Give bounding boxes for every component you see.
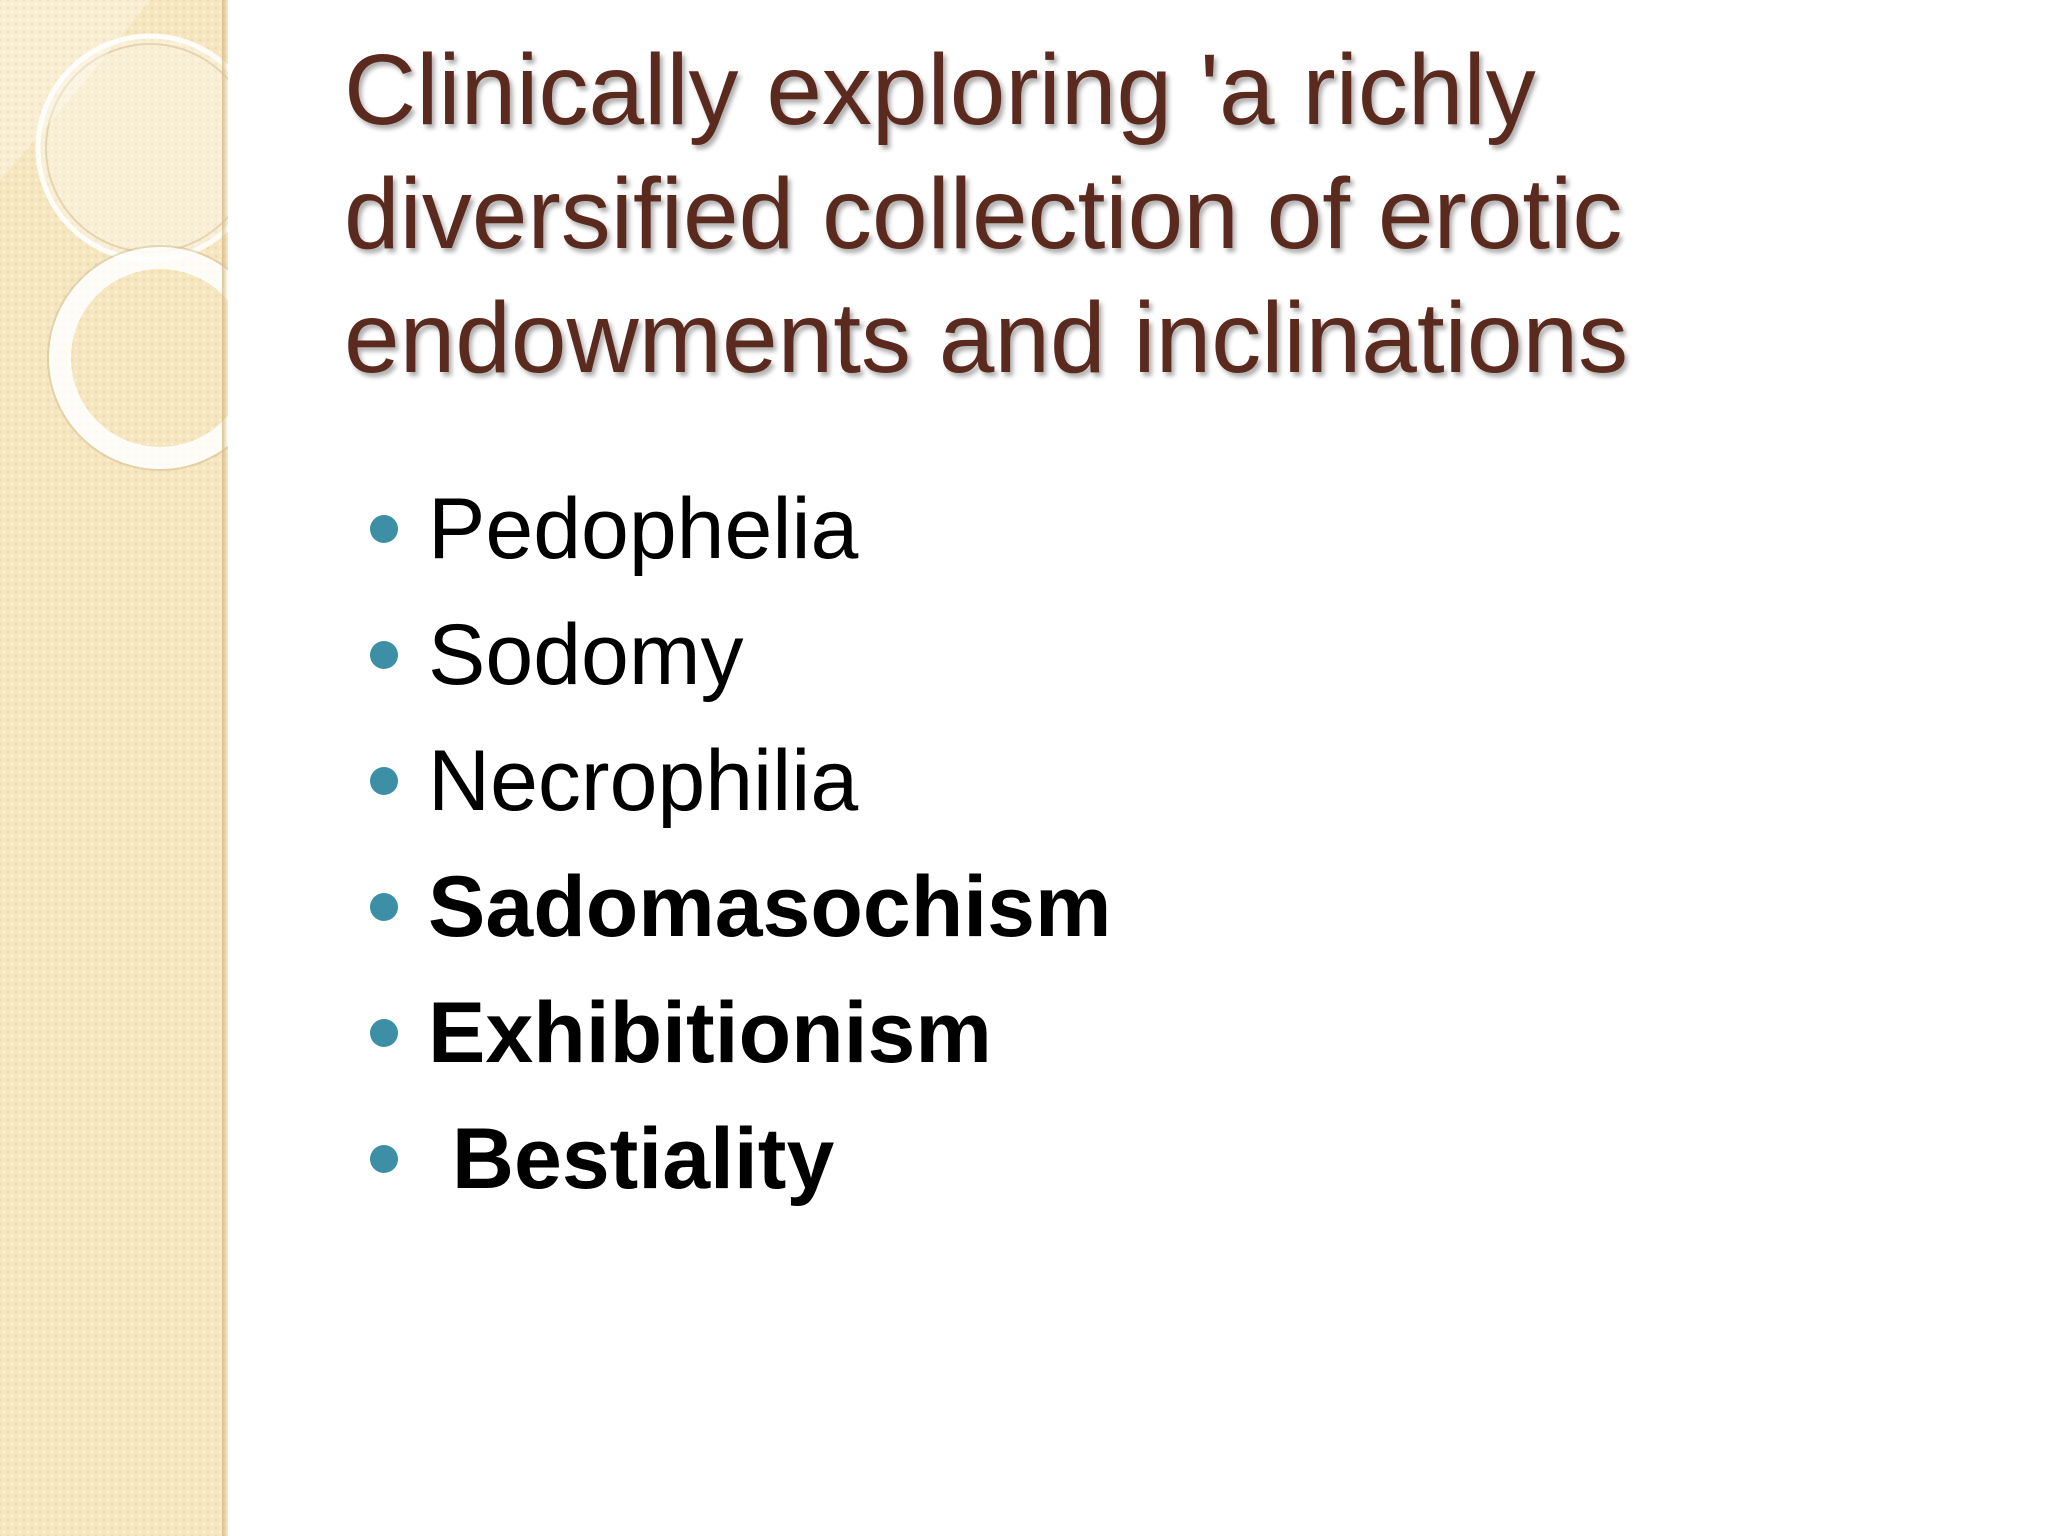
bullet-dot-icon	[370, 641, 398, 669]
bullet-text: Sadomasochism	[428, 859, 1112, 955]
bullet-text: Necrophilia	[428, 733, 859, 829]
bullet-text: Pedophelia	[428, 481, 859, 577]
slide-title: Clinically exploring 'a richly diversified collection of erotic endowments and inclinations	[344, 34, 1629, 394]
decorative-side-panel	[0, 0, 228, 1536]
panel-edge-shadow	[222, 0, 228, 1536]
bullet-dot-icon	[370, 1145, 398, 1173]
bullet-dot-icon	[370, 515, 398, 543]
rings-ornament-icon	[0, 0, 228, 520]
bullet-dot-icon	[370, 1019, 398, 1047]
bullet-text: Sodomy	[428, 607, 744, 703]
bullet-text: Exhibitionism	[428, 985, 992, 1081]
bullet-text: Bestiality	[428, 1111, 835, 1207]
bullet-dot-icon	[370, 767, 398, 795]
bullet-dot-icon	[370, 893, 398, 921]
